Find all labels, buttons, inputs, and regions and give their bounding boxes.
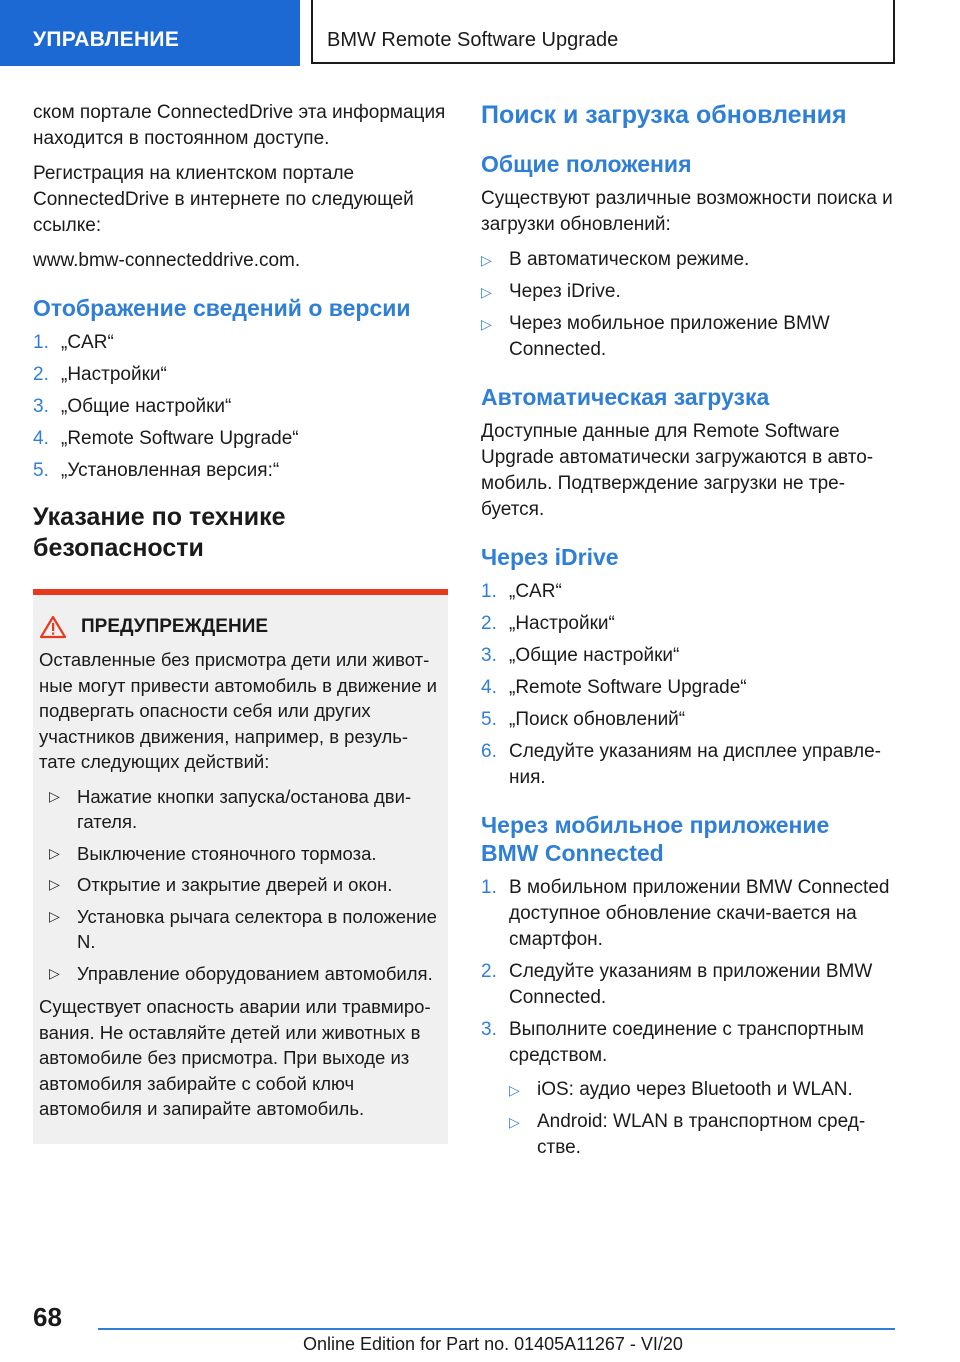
version-heading: Отображение сведений о версии (33, 295, 411, 321)
intro-paragraph-1: ском портале ConnectedDrive эта информация находится в постоянном доступе. (33, 102, 446, 149)
step-number: 2. (33, 364, 49, 385)
list-item: 2. „Настройки“ (481, 611, 896, 637)
list-item: ▷ В автоматическом режиме. (481, 247, 896, 273)
app-heading: Через мобильное приложение BMW Connected (481, 812, 830, 866)
header-title: BMW Remote Software Upgrade (327, 29, 619, 51)
triangle-right-icon: ▷ (481, 252, 492, 268)
list-item: 1. В мобильном приложении BMW Connected доступное обновление скачи-вается на смартфон. (481, 877, 890, 950)
footer-edition: Online Edition for Part no. 01405A11267 - VI/20 (303, 1334, 683, 1354)
intro-paragraph-2: Регистрация на клиентском портале ConnectedDrive в интернете по следующей ссылке: (33, 163, 414, 236)
step-number: 2. (481, 961, 497, 982)
list-item: ▷ iOS: аудио через Bluetooth и WLAN. (509, 1077, 896, 1103)
step-number: 4. (33, 428, 49, 449)
triangle-right-icon: ▷ (49, 876, 60, 892)
header-title-box (311, 0, 895, 64)
step-number: 1. (481, 581, 497, 602)
list-item: ▷ Через iDrive. (481, 279, 896, 305)
step-number: 4. (481, 677, 497, 698)
step-number: 3. (481, 1019, 497, 1040)
header-section-label: УПРАВЛЕНИЕ (33, 28, 180, 51)
triangle-right-icon: ▷ (49, 907, 60, 924)
general-text: Существуют различные возможности поиска и загрузки обновлений: (481, 188, 893, 235)
step-number: 1. (33, 332, 49, 353)
list-item: ▷ Через мобильное приложение BMW Connected. (481, 313, 830, 360)
page-number: 68 (33, 1302, 62, 1332)
list-item: ▷ Нажатие кнопки запуска/останова дви-гателя. (49, 785, 412, 832)
list-item: 5. „Установленная версия:“ (33, 458, 448, 484)
warning-box (33, 589, 448, 1144)
step-number: 1. (481, 877, 497, 898)
general-heading: Общие положения (481, 151, 692, 177)
warning-text-1: Оставленные без присмотра дети или живот-ные могут привести автомобиль в движение и подвергать опасности себя или других участников движения, например, в резуль-тате следующих действий: (39, 649, 437, 772)
list-item: 4. „Remote Software Upgrade“ (33, 426, 448, 452)
triangle-right-icon: ▷ (509, 1082, 520, 1098)
list-item: ▷ Открытие и закрытие дверей и окон. (49, 872, 440, 898)
step-number: 3. (33, 396, 49, 417)
auto-heading: Автоматическая загрузка (481, 384, 770, 410)
triangle-right-icon: ▷ (481, 316, 492, 332)
main-heading: Поиск и загрузка обновления (481, 101, 847, 129)
version-steps (33, 330, 448, 484)
list-item: ▷ Android: WLAN в транспортном сред-стве. (509, 1111, 866, 1158)
list-item: 3. „Общие настройки“ (481, 643, 896, 669)
left-column (33, 100, 448, 1144)
connecteddrive-url: www.bmw-connecteddrive.com. (33, 250, 301, 271)
step-number: 2. (481, 613, 497, 634)
warning-title: ПРЕДУПРЕЖДЕНИЕ (81, 616, 269, 637)
list-item: 2. „Настройки“ (33, 362, 448, 388)
idrive-steps (481, 579, 896, 791)
footer-divider (98, 1328, 895, 1330)
list-item: 5. „Поиск обновлений“ (481, 707, 896, 733)
list-item: ▷ Управление оборудованием автомобиля. (49, 961, 440, 987)
warning-header (39, 615, 440, 639)
triangle-right-icon: ▷ (49, 844, 60, 861)
list-item: 1. „CAR“ (481, 579, 896, 605)
general-items (481, 247, 896, 363)
list-item: 2. Следуйте указаниям в приложении BMW Connected. (481, 961, 873, 1008)
right-column (481, 100, 896, 1167)
triangle-right-icon: ▷ (481, 284, 492, 300)
app-steps (481, 875, 896, 1161)
warning-items (49, 784, 440, 987)
list-item: 4. „Remote Software Upgrade“ (481, 675, 896, 701)
triangle-right-icon: ▷ (509, 1114, 520, 1130)
header-section-tab (0, 0, 300, 66)
step-number: 3. (481, 645, 497, 666)
list-item: ▷ Выключение стояночного тормоза. (49, 841, 440, 867)
auto-text: Доступные данные для Remote Software Upgrade автоматически загружаются в авто-мобиль. Подтверждение загрузки не тре-буется. (481, 421, 874, 520)
list-item: ▷ Установка рычага селектора в положение N. (49, 905, 437, 952)
list-item: 3. Выполните соединение с транспортным средством. ▷ iOS: аудио через Bluetooth и WLAN. ▷ Android: WLAN в транспортном сред-стве. (481, 1017, 896, 1161)
list-item: 3. „Общие настройки“ (33, 394, 448, 420)
triangle-right-icon: ▷ (49, 787, 60, 804)
step-number: 5. (481, 709, 497, 730)
triangle-right-icon: ▷ (49, 964, 60, 981)
idrive-heading: Через iDrive (481, 544, 619, 570)
safety-heading: Указание по технике безопасности (33, 503, 286, 562)
app-subitems (509, 1077, 896, 1161)
step-number: 5. (33, 460, 49, 481)
step-number: 6. (481, 741, 497, 762)
list-item: 6. Следуйте указаниям на дисплее управле-ния. (481, 741, 881, 788)
list-item: 1. „CAR“ (33, 330, 448, 356)
warning-text-2: Существует опасность аварии или травмиро-вания. Не оставляйте детей или животных в автомобиле без присмотра. При выходе из автомобиля забирайте с собой ключ автомобиля и запирайте автомобиль. (39, 996, 431, 1119)
warning-triangle-icon (39, 615, 67, 639)
